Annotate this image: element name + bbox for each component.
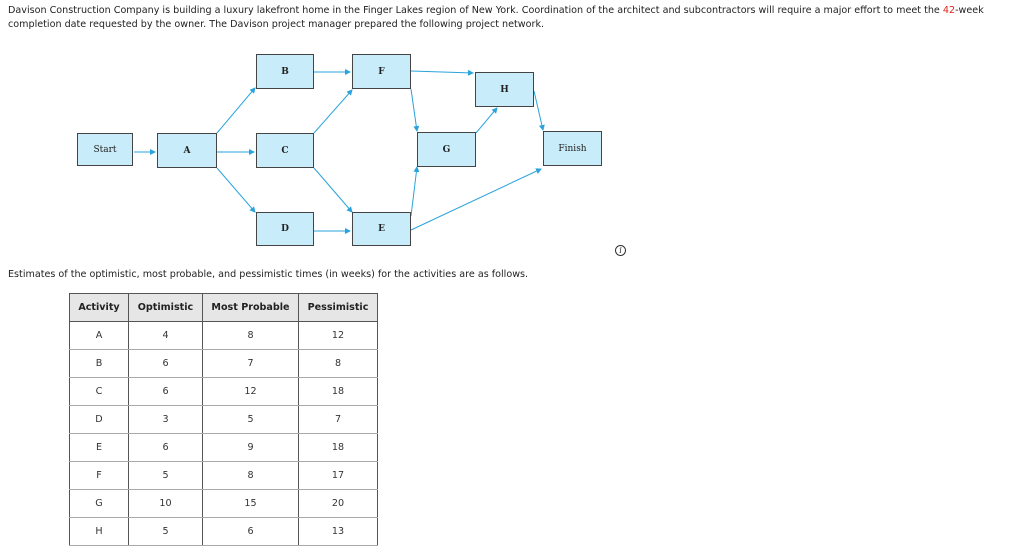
- cell-optimistic: 4: [129, 322, 203, 350]
- cell-optimistic: 6: [129, 350, 203, 378]
- header-activity: Activity: [70, 294, 129, 322]
- cell-optimistic: 10: [129, 490, 203, 518]
- edge-c-e: [314, 168, 352, 212]
- intro-text-after: -week completion date requested by the owner. The Davison project manager prepared the following project network.: [8, 5, 984, 30]
- node-d: D: [256, 212, 314, 246]
- table-row: [70, 406, 378, 434]
- cell-pessimistic: 7: [299, 406, 378, 434]
- edge-a-b: [217, 88, 255, 133]
- cell-most-probable: 12: [203, 378, 299, 406]
- cell-activity: G: [70, 490, 129, 518]
- cell-activity: A: [70, 322, 129, 350]
- edge-e-finish: [411, 169, 541, 230]
- node-c: C: [256, 133, 314, 168]
- estimates-caption: Estimates of the optimistic, most probable, and pessimistic times (in weeks) for the activities are as follows.: [8, 269, 529, 280]
- edge-c-f: [314, 90, 352, 133]
- cell-optimistic: 6: [129, 434, 203, 462]
- table-row: [70, 350, 378, 378]
- cell-optimistic: 5: [129, 518, 203, 546]
- cell-most-probable: 8: [203, 322, 299, 350]
- table-row: [70, 378, 378, 406]
- header-pessimistic: Pessimistic: [299, 294, 378, 322]
- table-row: [70, 518, 378, 546]
- node-g: G: [417, 132, 476, 167]
- edge-g-h: [476, 108, 497, 133]
- edge-f-h: [411, 71, 473, 73]
- table-row: [70, 490, 378, 518]
- cell-pessimistic: 8: [299, 350, 378, 378]
- cell-optimistic: 5: [129, 462, 203, 490]
- cell-pessimistic: 18: [299, 378, 378, 406]
- table-row: [70, 322, 378, 350]
- edge-h-finish: [534, 91, 543, 130]
- cell-most-probable: 8: [203, 462, 299, 490]
- cell-most-probable: 6: [203, 518, 299, 546]
- cell-activity: C: [70, 378, 129, 406]
- cell-activity: E: [70, 434, 129, 462]
- node-e: E: [352, 212, 411, 246]
- estimates-table: [69, 293, 378, 546]
- node-a: A: [157, 133, 217, 168]
- cell-pessimistic: 17: [299, 462, 378, 490]
- node-b: B: [256, 54, 314, 89]
- edge-f-g: [411, 89, 417, 131]
- cell-pessimistic: 13: [299, 518, 378, 546]
- cell-activity: D: [70, 406, 129, 434]
- info-icon[interactable]: i: [615, 245, 626, 256]
- cell-activity: H: [70, 518, 129, 546]
- cell-most-probable: 5: [203, 406, 299, 434]
- edge-a-d: [217, 168, 255, 212]
- cell-pessimistic: 18: [299, 434, 378, 462]
- node-h: H: [475, 72, 534, 107]
- header-optimistic: Optimistic: [129, 294, 203, 322]
- table-header-row: [70, 294, 378, 322]
- cell-optimistic: 3: [129, 406, 203, 434]
- node-finish: Finish: [543, 131, 602, 166]
- node-start: Start: [77, 133, 133, 166]
- cell-activity: B: [70, 350, 129, 378]
- cell-activity: F: [70, 462, 129, 490]
- cell-most-probable: 15: [203, 490, 299, 518]
- table-row: [70, 462, 378, 490]
- edge-e-g: [411, 167, 417, 216]
- cell-pessimistic: 20: [299, 490, 378, 518]
- node-f: F: [352, 54, 411, 89]
- cell-pessimistic: 12: [299, 322, 378, 350]
- table-row: [70, 434, 378, 462]
- cell-most-probable: 7: [203, 350, 299, 378]
- header-most-probable: Most Probable: [203, 294, 299, 322]
- intro-text-before: Davison Construction Company is building a luxury lakefront home in the Finger Lakes region of New York. Coordination of the architect and subcontractors will require a major effort to meet the: [8, 5, 943, 16]
- cell-most-probable: 9: [203, 434, 299, 462]
- cell-optimistic: 6: [129, 378, 203, 406]
- weeks-highlight: 42: [942, 5, 956, 16]
